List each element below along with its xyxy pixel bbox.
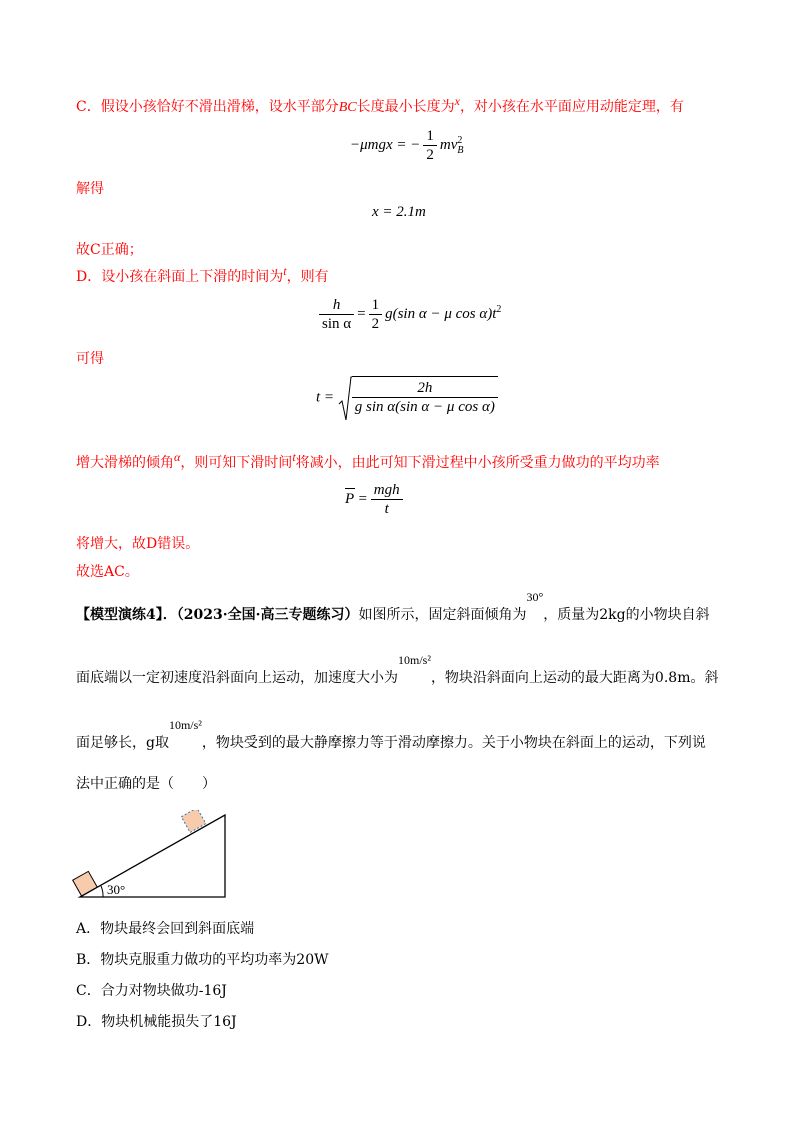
- block-bottom: [73, 871, 98, 896]
- gravity-value: 10m/s²: [168, 718, 202, 732]
- problem-line-1: 【模型演练4】．（2023·全国·高三专题练习）如图所示，固定斜面倾角为30°，质量为2kg的小物块自斜: [76, 590, 710, 623]
- problem-line-2: 面底端以一定初速度沿斜面向上运动，加速度大小为10m/s²，物块沿斜面向上运动的最大距离为0.8m。斜: [76, 653, 719, 686]
- block-top-dashed: [181, 810, 206, 832]
- solution-d-conclusion: 将增大，故D错误。: [76, 536, 200, 552]
- equation-slide-time: $\frac{h}{\text{sin α}}$ = $\frac{1}{2}$ g(sin α − μ $\cos \alpha)t^2$: [316, 296, 501, 333]
- solution-answer: 故选AC。: [76, 564, 139, 580]
- figure-angle-label: 30°: [107, 882, 126, 897]
- angle-arc: [101, 886, 103, 897]
- equation-t-sqrt: t = $\frac{2h}{\text{g sin α(sin α − μ cos α)}}$: [316, 376, 498, 420]
- problem-line-4: 法中正确的是（ ）: [76, 776, 216, 792]
- problem-line-3: 面足够长，g取10m/s²，物块受到的最大静摩擦力等于滑动摩擦力。关于小物块在斜面上的运动，下列说: [76, 718, 706, 751]
- solution-d-line: D．设小孩在斜面上下滑的时间为t，则有: [76, 264, 329, 285]
- angle-value: 30°: [526, 590, 544, 604]
- incline-triangle: [80, 815, 225, 897]
- solution-jiede-1: 解得: [76, 181, 104, 197]
- option-c: C．合力对物块做功-16J: [76, 983, 227, 999]
- equation-work-energy: −μmgx = − $\frac{1}{2}$ mv 2 B: [350, 128, 464, 163]
- solution-c-conclusion: 故C正确；: [76, 242, 143, 258]
- equation-x-result: x = 2.1m: [372, 204, 426, 220]
- solution-kede: 可得: [76, 351, 104, 367]
- problem-tag: 【模型演练4】．（2023·全国·高三专题练习）: [76, 607, 359, 623]
- equation-average-power: P = $\frac{\text{mgh}}{t}$: [345, 481, 406, 518]
- incline-figure: [70, 810, 240, 905]
- option-b: B．物块克服重力做功的平均功率为20W: [76, 952, 329, 968]
- option-d: D．物块机械能损失了16J: [76, 1014, 237, 1030]
- solution-c-line: C．假设小孩恰好不滑出滑梯，设水平部分BC长度最小长度为x，对小孩在水平面应用动能定理，有: [76, 94, 684, 115]
- solution-increase-line: 增大滑梯的倾角α，则可知下滑时间t将减小，由此可知下滑过程中小孩所受重力做功的平均功率: [76, 450, 660, 471]
- radical-sign-icon: [338, 376, 352, 422]
- option-a: A．物块最终会回到斜面底端: [76, 921, 255, 937]
- acceleration-value: 10m/s²: [398, 653, 431, 667]
